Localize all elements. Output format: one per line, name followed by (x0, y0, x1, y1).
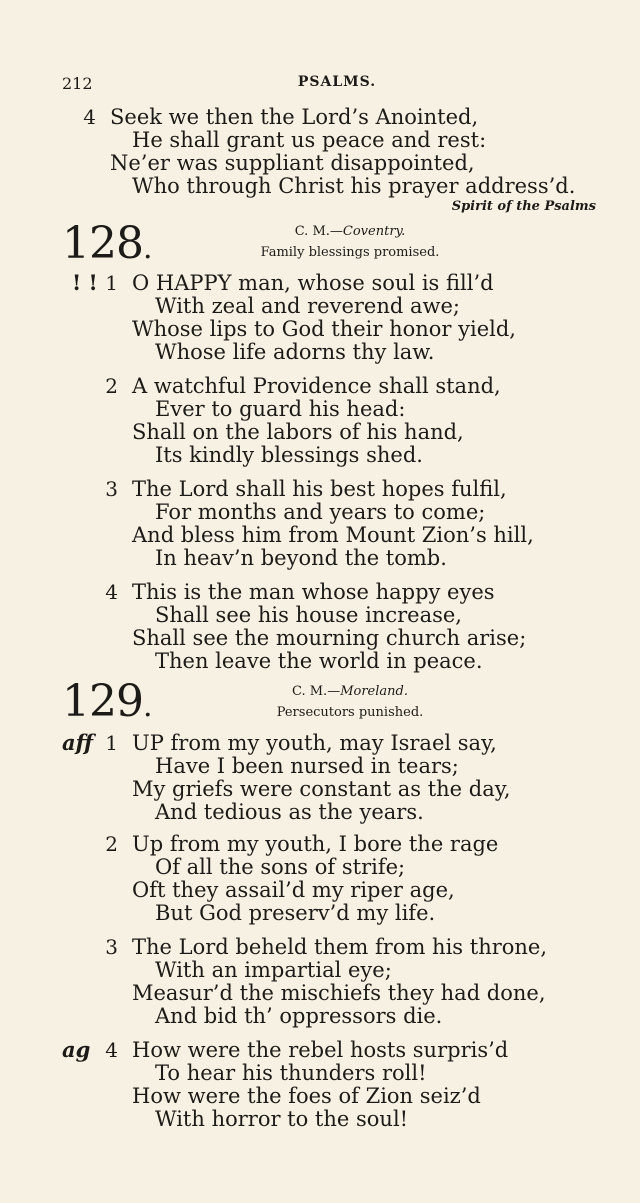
verse-line: Then leave the world in peace. (155, 649, 483, 673)
verse-line: Shall see the mourning church arise; (132, 626, 527, 650)
verse-line: But God preserv’d my life. (155, 901, 436, 925)
verse-line: Shall see his house increase, (155, 603, 462, 627)
stanza-number: 4 (105, 580, 118, 604)
verse-line: Whose lips to God their honor yield, (132, 317, 516, 341)
verse-line: How were the foes of Zion seiz’d (132, 1084, 481, 1108)
verse-line: And tedious as the years. (155, 800, 424, 824)
stanza-number: 3 (105, 935, 118, 959)
stanza-number: 3 (105, 477, 118, 501)
verse-line: A watchful Providence shall stand, (132, 374, 501, 398)
running-title: PSALMS. (297, 74, 377, 90)
verse-line: With zeal and reverend awe; (155, 294, 461, 318)
stanza-number: 4 (105, 1038, 118, 1062)
hymn-subject: Persecutors punished. (276, 705, 424, 720)
dynamic-mark: aff (62, 730, 93, 755)
hymn-subject: Family blessings promised. (260, 245, 440, 260)
stanza-number: 2 (105, 374, 118, 398)
dynamic-mark: ag (62, 1037, 91, 1062)
verse-line: My griefs were constant as the day, (132, 777, 511, 801)
verse-line: UP from my youth, may Israel say, (132, 731, 497, 755)
verse-line: Ever to guard his head: (155, 397, 406, 421)
stanza-number: 4 (83, 105, 96, 129)
attribution: Spirit of the Psalms (451, 199, 596, 214)
verse-line: Its kindly blessings shed. (155, 443, 423, 467)
verse-line: And bid th’ oppressors die. (155, 1004, 443, 1028)
verse-line: Seek we then the Lord’s Anointed, (110, 105, 479, 129)
verse-line: To hear his thunders roll! (155, 1061, 427, 1085)
stanza-number: 1 (105, 731, 118, 755)
hymn-number: 128. (62, 218, 152, 269)
verse-line: And bless him from Mount Zion’s hill, (132, 523, 534, 547)
verse-line: Shall on the labors of his hand, (132, 420, 464, 444)
verse-line: For months and years to come; (155, 500, 486, 524)
running-head (62, 74, 572, 94)
page-number: 212 (62, 74, 93, 93)
verse-line: Whose life adorns thy law. (155, 340, 435, 364)
verse-line: Of all the sons of strife; (155, 855, 406, 879)
verse-line: This is the man whose happy eyes (132, 580, 495, 604)
verse-line: Measur’d the mischiefs they had done, (132, 981, 546, 1005)
verse-line: In heav’n beyond the tomb. (155, 546, 447, 570)
verse-line: The Lord beheld them from his throne, (132, 935, 548, 959)
hymn-number: 129. (62, 676, 152, 727)
verse-line: He shall grant us peace and rest: (132, 128, 487, 152)
verse-line: Have I been nursed in tears; (155, 754, 459, 778)
verse-line: Up from my youth, I bore the rage (132, 832, 499, 856)
meter-tune: C. M.—Coventry. (294, 224, 406, 239)
verse-line: O HAPPY man, whose soul is fill’d (132, 271, 494, 295)
stanza-number: 1 (105, 271, 118, 295)
verse-line: With horror to the soul! (155, 1107, 409, 1131)
verse-line: Ne’er was suppliant disappointed, (110, 151, 475, 175)
dynamic-mark: ! ! (72, 270, 98, 295)
verse-line: The Lord shall his best hopes fulfil, (132, 477, 507, 501)
verse-line: How were the rebel hosts surpris’d (132, 1038, 509, 1062)
verse-line: Oft they assail’d my riper age, (132, 878, 455, 902)
verse-line: With an impartial eye; (155, 958, 392, 982)
verse-line: Who through Christ his prayer address’d. (132, 174, 576, 198)
meter-tune: C. M.—Moreland. (292, 684, 408, 699)
stanza-number: 2 (105, 832, 118, 856)
